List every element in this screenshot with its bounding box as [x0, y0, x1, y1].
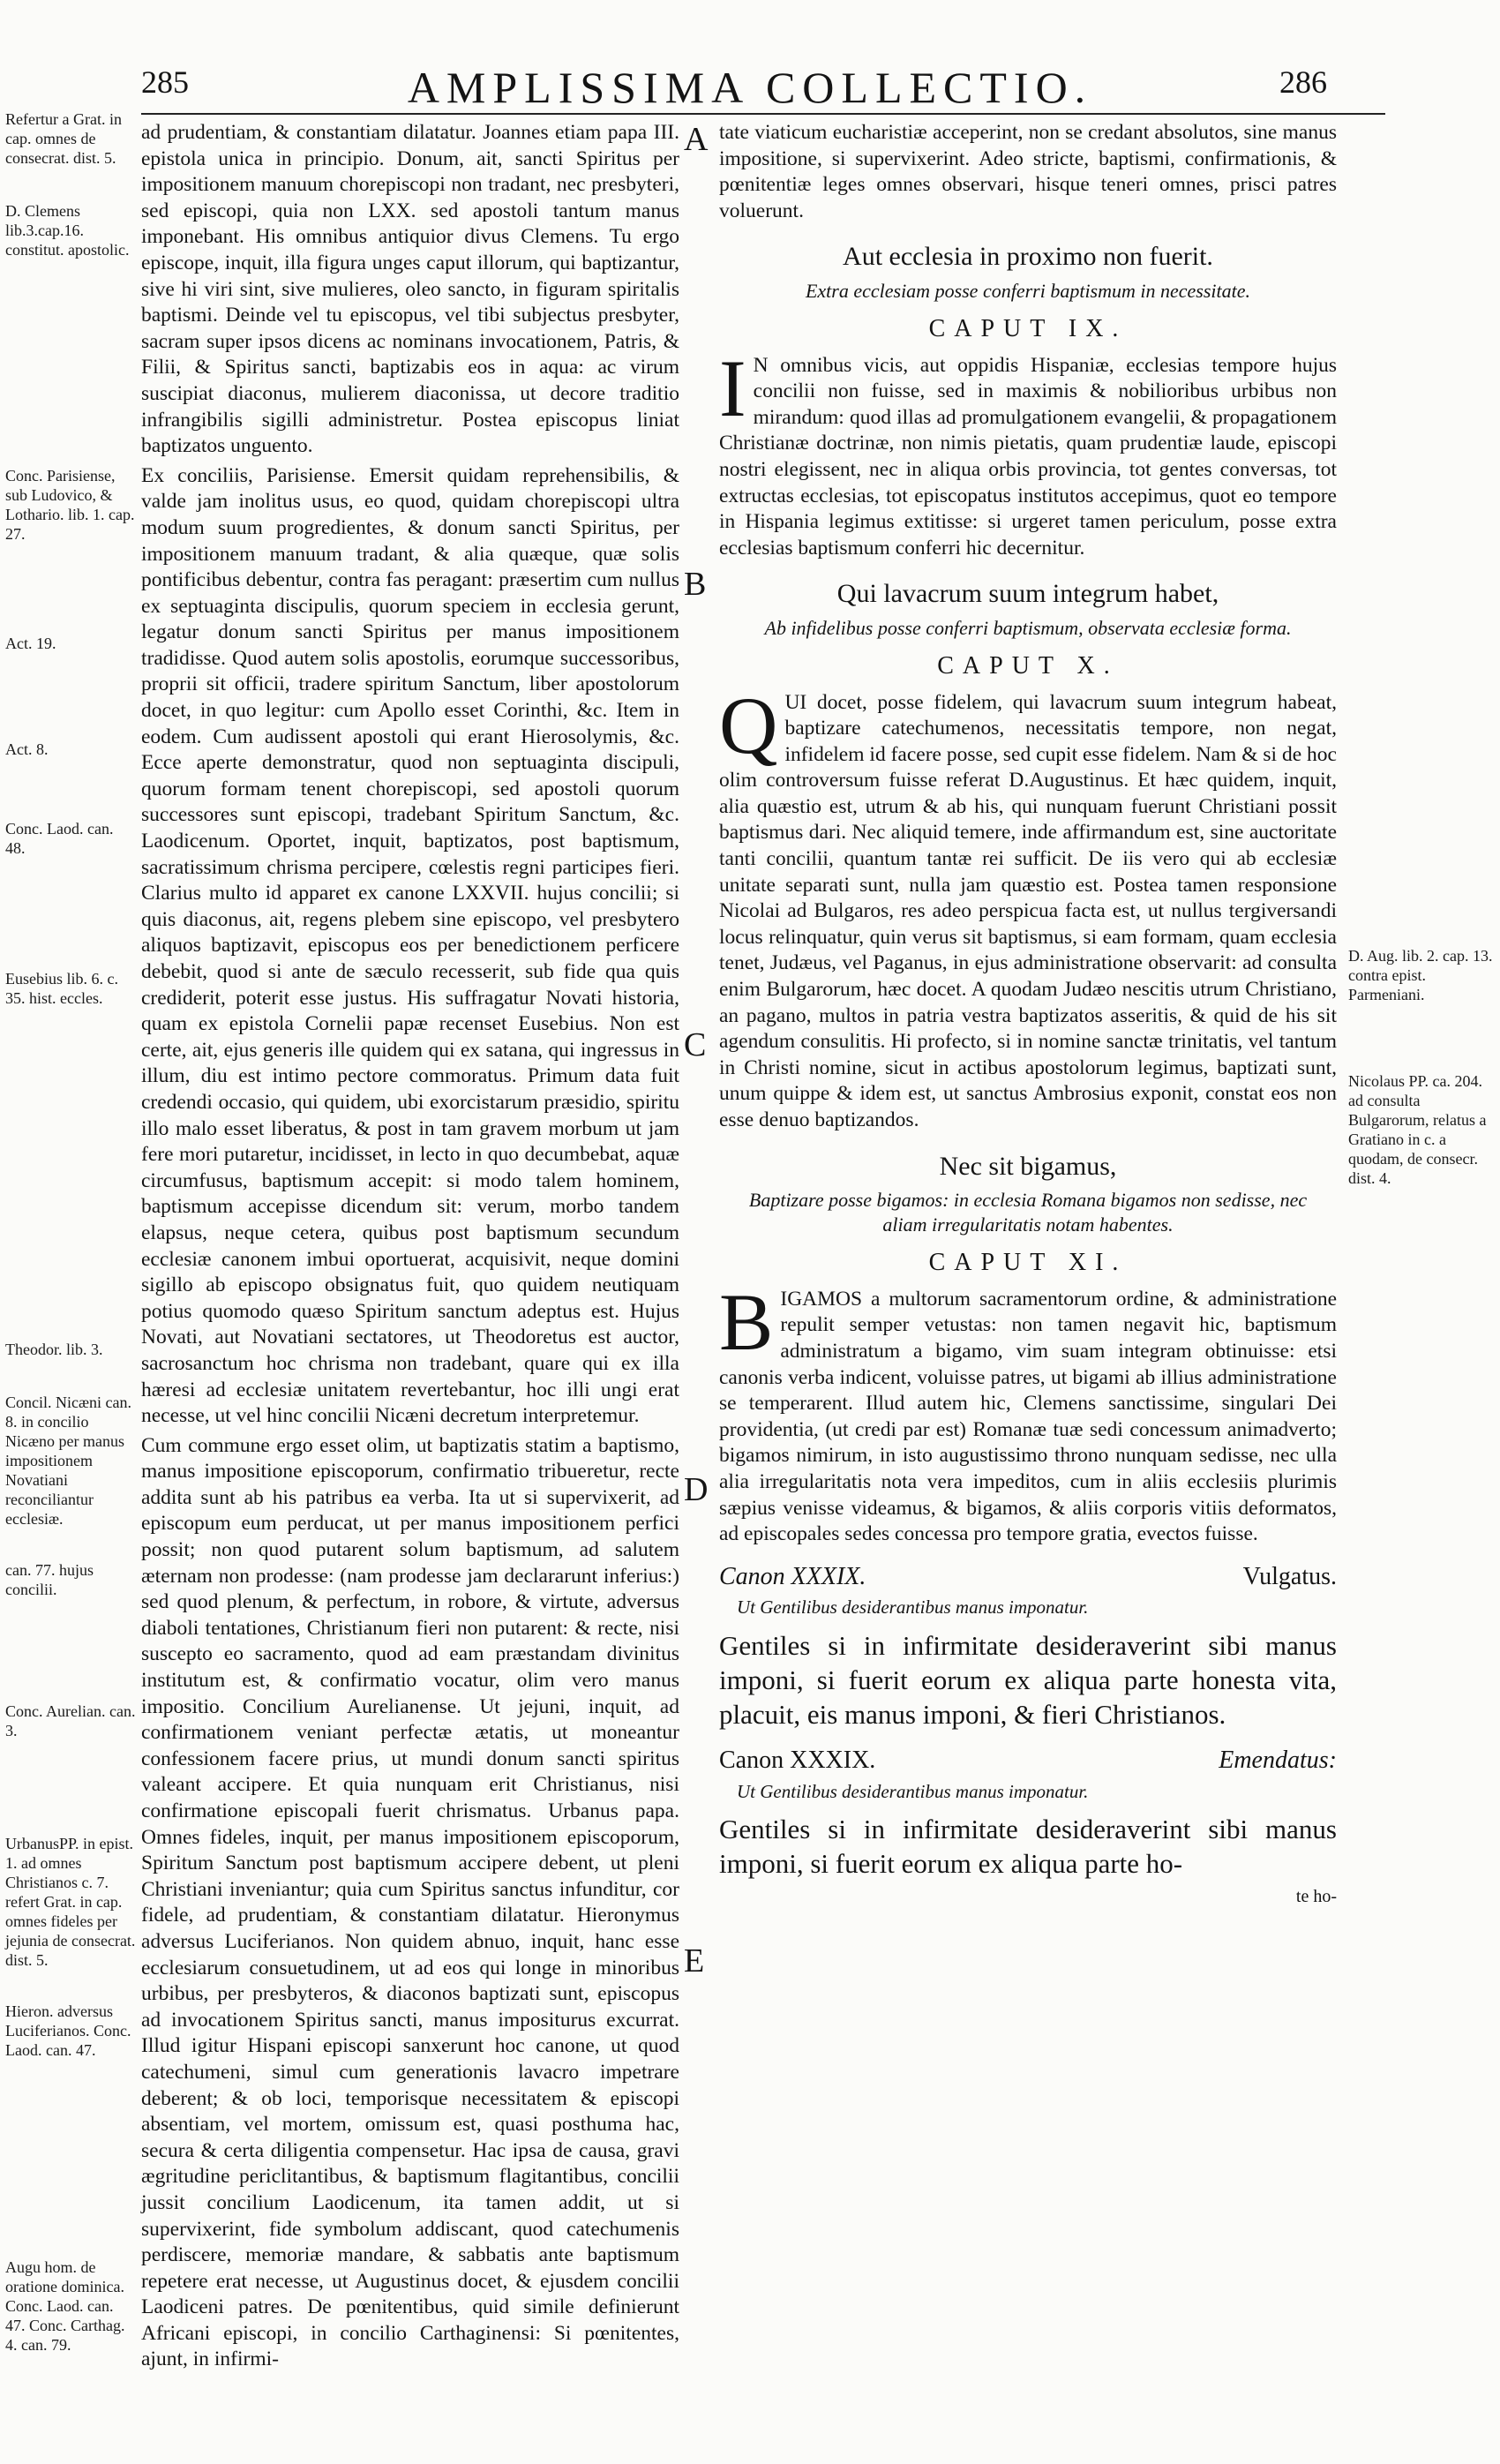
canon-label: Canon XXXIX. [719, 1746, 876, 1774]
section-letter-a: A [684, 121, 709, 158]
section-letter-d: D [684, 1471, 709, 1508]
margin-note: UrbanusPP. in epist. 1. ad omnes Christianos c. 7. refert Grat. in cap. omnes fideles per jejunia de consecrat. dist. 5. [5, 1835, 136, 1969]
left-paragraph: ad prudentiam, & constantiam dilatatur. Joannes etiam papa III. epistola unica in principio. Donum, ait, sancti Spiritus per impositionem manuum chorepiscopi non tradant, nec presbyteri, sed episcopi, quia non LXX. sed apostoli tantum manus imponebant. His omnibus antiquior divus Clemens. Tu ergo episcope, inquit, illa figura unges caput illorum, qui baptizantur, sive hi viri sint, sive mulieres, oleo sancto, in figuram spiritalis baptismi. Deinde vel tu episcopus, vel tibi subjectus presbyter, sacram super ipsos dicens ac nominans invocationem, Patris, & Filii, & Spiritus sancti, baptizabis eos in aqua: ac virum suscipiat diaconus, mulierem diaconissa, ut decore traditio infrangibilis sigilli administretur. Postea episcopus liniat baptizatos unguento. [141, 121, 679, 458]
canon-tag: Emendatus: [1219, 1746, 1337, 1774]
chapter-paragraph [719, 1276, 1337, 1548]
right-column [719, 120, 1337, 1911]
margin-note: can. 77. hujus concilii. [5, 1561, 94, 1598]
header-rule [141, 113, 1385, 115]
margin-note: Act. 19. [5, 635, 56, 652]
canon-header-emendatus [719, 1747, 1337, 1774]
margin-note: Conc. Parisiense, sub Ludovico, & Lothario. lib. 1. cap. 27. [5, 467, 135, 543]
chapter-paragraph [719, 342, 1337, 562]
section-subheading: Baptizare posse bigamos: in ecclesia Romana bigamos non sedisse, nec aliam irregularitatis notam habentes. [748, 1189, 1308, 1236]
canon-rubric: Ut Gentilibus desiderantibus manus imponatur. [737, 1780, 1089, 1802]
canon-label: Canon XXXIX. [719, 1562, 866, 1590]
page-number-right: 286 [1279, 64, 1327, 100]
canon-header-vulgatus [719, 1564, 1337, 1590]
section-letter-b: B [684, 566, 707, 603]
canon-text: Gentiles si in infirmitate desideraverint sibi manus imponi, si fuerit eorum ex aliqua parte ho- [719, 1814, 1337, 1880]
paragraph-text: UI docet, posse fidelem, qui lavacrum suum integrum habeat, baptizare catechumenos, necessitatis tempore, non negat, infidelem id facere posse, sed cupit esse fidelem. Nam & si de hoc olim controversum fuisse referat D.Augustinus. Et hæc quidem, inquit, alia quæstio est, utrum & ab his, qui nunquam fuerunt Christiani possit baptismus dari. Nec aliquid temere, inde affirmandum est, sine auctoritate tanti concilii, quantum tantæ rei sufficit. De iis vero qui ab ecclesiæ unitate separati sunt, nulla jam quæstio est. Postea tamen responsione Nicolai ad Bulgaros, res adeo perspicua facta est, ut nullus tergiversandi locus relinquatur, quin verus sit baptismus, si eam formam, quam ecclesia tenet, Judæus, vel Paganus, in ejus administratione observarit: ad consulta enim Bulgarorum, hæc docet. A quodam Judæo nescitis utrum Christiano, an pagano, multos in patria vestra baptizatos asseritis, & quid de his sit agendum consulitis. Hi profecto, si in nomine sanctæ trinitatis, vel tantum in Christi nomine, sicut in actibus apostolorum legimus, baptizati sunt, unum quippe & idem est, ut sanctus Ambrosius exponit, constat eos non esse denuo baptizandos. [719, 690, 1337, 1131]
canon-text: Gentiles si in infirmitate desideraverint sibi manus imponi, si fuerit eorum ex aliqua parte honesta vita, placuit, eis manus imponi, & fieri Christianos. [719, 1629, 1337, 1730]
page-number-left: 285 [141, 64, 189, 100]
section-subheading: Extra ecclesiam posse conferri baptismum in necessitate. [805, 279, 1251, 302]
section-heading: Qui lavacrum suum integrum habet, [836, 579, 1219, 609]
margin-note: Nicolaus PP. ca. 204. ad consulta Bulgarorum, relatus a Gratiano in c. a quodam, de consecr. dist. 4. [1348, 1072, 1487, 1187]
margin-note: Conc. Aurelian. can. 3. [5, 1702, 136, 1739]
margin-note: Concil. Nicæni can. 8. in concilio Nicæno per manus impositionem Novatiani reconciliantur ecclesiæ. [5, 1394, 131, 1528]
drop-cap: B [719, 1276, 774, 1367]
canon-tag: Vulgatus. [1242, 1562, 1337, 1590]
paragraph-text: N omnibus vicis, aut oppidis Hispaniæ, ecclesias tempore hujus concilii non fuisse, sed in maximis & nobilioribus urbibus non mirandum: quod illas ad promulgationem evangelii, & propagationem Christianæ doctrinæ, non nimis pietatis, quam prudentiæ laude, episcopi nostri elegissent, nec in aliqua orbis provincia, tot gentes conversas, tot extructas ecclesias, tot episcopatus institutos accepimus, quot eo tempore in Hispania legimus extitisse: si urgeret tamen periculum, posse extra ecclesias baptismum conferri hic decernitur. [719, 353, 1337, 560]
paragraph-text: IGAMOS a multorum sacramentorum ordine, & administratione repulit semper vetustas: non tamen negavit hic, baptismum administratum a bigamo, vim suam integram obtinuisse: etsi canonis verba indicent, voluisse patres, ut bigami ab illius administratione se temperarent. Illud autem hic, Clemens sanctissime, singulari Dei providentia, (ut credi par est) Romanæ tuæ sedi concessum animadverto; bigamos nimirum, in isto augustissimo throno nunquam sedisse, nec ulla alia irregularitatis nota vera impeditos, cum in aliis ecclesiis plurimis sæpius venisse videamus, & bigamos, & aliis corporis vitiis deformatos, ad episcopales sedes concessa pro tempore gratia, evectos fuisse. [719, 1287, 1337, 1546]
margin-note: Act. 8. [5, 740, 49, 758]
section-heading: Aut ecclesia in proximo non fuerit. [843, 242, 1213, 272]
section-subheading: Ab infidelibus posse conferri baptismum, observata ecclesiæ forma. [764, 616, 1292, 639]
drop-cap: Q [719, 680, 778, 770]
running-title: AMPLISSIMA COLLECTIO. [407, 63, 1093, 112]
margin-note: Refertur a Grat. in cap. omnes de consecrat. dist. 5. [5, 110, 122, 167]
chapter-title: CAPUT XI. [928, 1249, 1128, 1277]
margin-note: Theodor. lib. 3. [5, 1341, 103, 1358]
chapter-title: CAPUT X. [937, 651, 1119, 680]
left-paragraph: Cum commune ergo esset olim, ut baptizatis statim a baptismo, manus impositione episcoporum, confirmatio tribueretur, recte addita sunt ab his patribus ea verba. Ita ut si supervixerit, ad episcopum eum perducat, ut per manus impositionem perfici possit; non quod putarent solum baptismum, ad salutem æternam non prodesse: (nam prodesse jam declararunt inferius:) sed quod plenum, & perfectum, in robore, & virtute, adversus diaboli tentationes, Christianum fieri non putarent: & recte, nisi suscepto eo sacramento, quod ad eam præstandam divinitus institutum est, & confirmatio vocatur, olim vero manus impositio. Concilium Aurelianense. Ut jejuni, inquit, ad confirmationem veniant perfectæ ætatis, ut moneantur confessionem facere prius, ut mundi donum sancti spiritus valeant accipere. Et quia nunquam erit Christianus, nisi confirmatione episcopali fuerit chrismatus. Urbanus papa. Omnes fideles, inquit, per manus impositionem episcoporum, Spiritum Sanctum post baptismum accipere debent, ut pleni Christiani inveniantur; quia cum Spiritus sanctus infunditur, cor fidele, ad prudentiam, & constantiam dilatatur. Hieronymus adversus Luciferianos. Non quidem abnuo, inquit, hanc esse ecclesiarum consuetudinem, ut ad eos qui longe in minoribus urbibus, per presbyteros, & diaconos baptizati sunt, episcopus ad invocationem Spiritus sancti, manus impositurus excurrat. Illud igitur Hispani episcopi sanxerunt hoc canone, ut quod catechumeni, simul cum generationis lavacro impetrare deberent; & ob loci, temporisque necessitatem & episcopi absentiam, vel mortem, omissum est, quasi posthuma hac, secura & certa diligentia compensetur. Hac ipsa de causa, gravi ægritudine periclitantibus, & baptismum flagitantibus, concilii jussit concilium Laodicenum, ita tamen addit, ut si supervixerint, fide symbolum addiscant, quod catechumenis perdiscere, memoriæ mandare, & sabbatis ante baptismum repetere erat necesse, ut Augustinus docet, & ejusdem concilii Laodiceni patres. De pœnitentibus, quid simile definierunt Africani episcopi, in concilio Carthaginensi: Si pœnitentes, ajunt, in infirmi- [141, 1433, 679, 2371]
margin-note: D. Clemens lib.3.cap.16. constitut. apostolic. [5, 202, 130, 259]
margin-note: Eusebius lib. 6. c. 35. hist. eccles. [5, 970, 118, 1007]
catchword: te ho- [1295, 1887, 1337, 1907]
section-letter-c: C [684, 1026, 707, 1063]
margin-note: Conc. Laod. can. 48. [5, 820, 114, 857]
left-paragraph: Ex conciliis, Parisiense. Emersit quidam reprehensibilis, & valde jam inolitus usus, eo quod, quidam chorepiscopi ultra modum suum progredientes, & donum sancti Spiritus, per impositionem manuum tradant, & alia quæque, quæ solis pontificibus debentur, contra fas peragant: præsertim cum nullus ex septuaginta discipulis, quorum speciem in ecclesia gerunt, legatur donum sancti Spiritus per manus impositionem tradidisse. Quod autem solis apostolis, eorumque successoribus, proprii sit officii, tradere spiritum Sanctum, liber apostolorum docet, in quo legitur: cum Apollo esset Corinthi, &c. Item in eodem. Cum audissent apostoli qui erant Hierosolymis, &c. Ecce aperte demonstratur, quod non septuaginta discipuli, quorum formam tenent chorepiscopi, sed apostoli quorum successores sunt episcopi, tradebant Spiritum Sanctum, &c. Laodicenum. Oportet, inquit, baptizatos, post baptismum, sacratissimum chrisma percipere, cœlestis regni participes fieri. Clarius multo id apparet ex canone LXXVII. hujus concilii; si quis diaconus, ait, regens plebem sine episcopo, vel presbytero aliquos baptizavit, episcopus eos per benedictionem perficere debebit, quod si ante de sæculo recesserit, sub fide qua quis crediderit, poterit esse justus. His suffragatur Novati historia, quam ex epistola Cornelii papæ recenset Eusebius. Non est certe, ait, ejus generis ille quidem qui ex satana, qui ingressus in illum, diu est intimo pectore commoratus. Primum data fuit credendi occasio, qui quidem, ubi exorcistarum præsidio, spiritu illo malo esset liberatus, & post in tam gravem morbum ut jam fere mori putaretur, incidisset, in lecto in quo decumbebat, aquæ circumfusus, baptismum accepit: si modo talem hominem, baptismum accepisse dicendum sit: verum, morbo tandem elapsus, neque cetera, quibus post baptismum secundum ecclesiæ canonem imbui oportuerat, acquisivit, neque domini sigillo ab episcopo obsignatus fuit, quo quidem neutiquam potius quomodo quæso Spiritum sanctum adeptus est. Hujus Novati, aut Novatiani sectatores, ut Theodoretus est auctor, sacrosanctum hoc chrisma non tradebant, quare qui ex illa hæresi ad ecclesiæ unitatem revertebantur, hoc illi ungi erat necesse, ut vel hinc concilii Nicæni decretum interpretemur. [141, 463, 679, 1428]
drop-cap: I [719, 342, 746, 433]
canon-rubric: Ut Gentilibus desiderantibus manus imponatur. [737, 1596, 1089, 1619]
margin-note: Hieron. adversus Luciferianos. Conc. Laod. can. 47. [5, 2002, 131, 2059]
margin-note: D. Aug. lib. 2. cap. 13. contra epist. Parmeniani. [1348, 947, 1493, 1003]
chapter-title: CAPUT IX. [928, 314, 1128, 342]
margin-note: Augu hom. de oratione dominica. Conc. Laod. can. 47. Conc. Carthag. 4. can. 79. [5, 2258, 125, 2354]
chapter-paragraph [719, 680, 1337, 1134]
right-opening-paragraph: tate viaticum eucharistiæ acceperint, non se credant absolutos, sine manus impositione, si supervixerint. Adeo stricte, baptismi, confirmationis, & pœnitentiæ leges omnes observari, hisque teneri omnes, prisci patres voluerunt. [719, 121, 1337, 222]
section-heading: Nec sit bigamus, [939, 1151, 1117, 1181]
section-letter-e: E [684, 1942, 705, 1979]
left-column [141, 120, 679, 2377]
left-margin-notes [5, 109, 136, 2355]
